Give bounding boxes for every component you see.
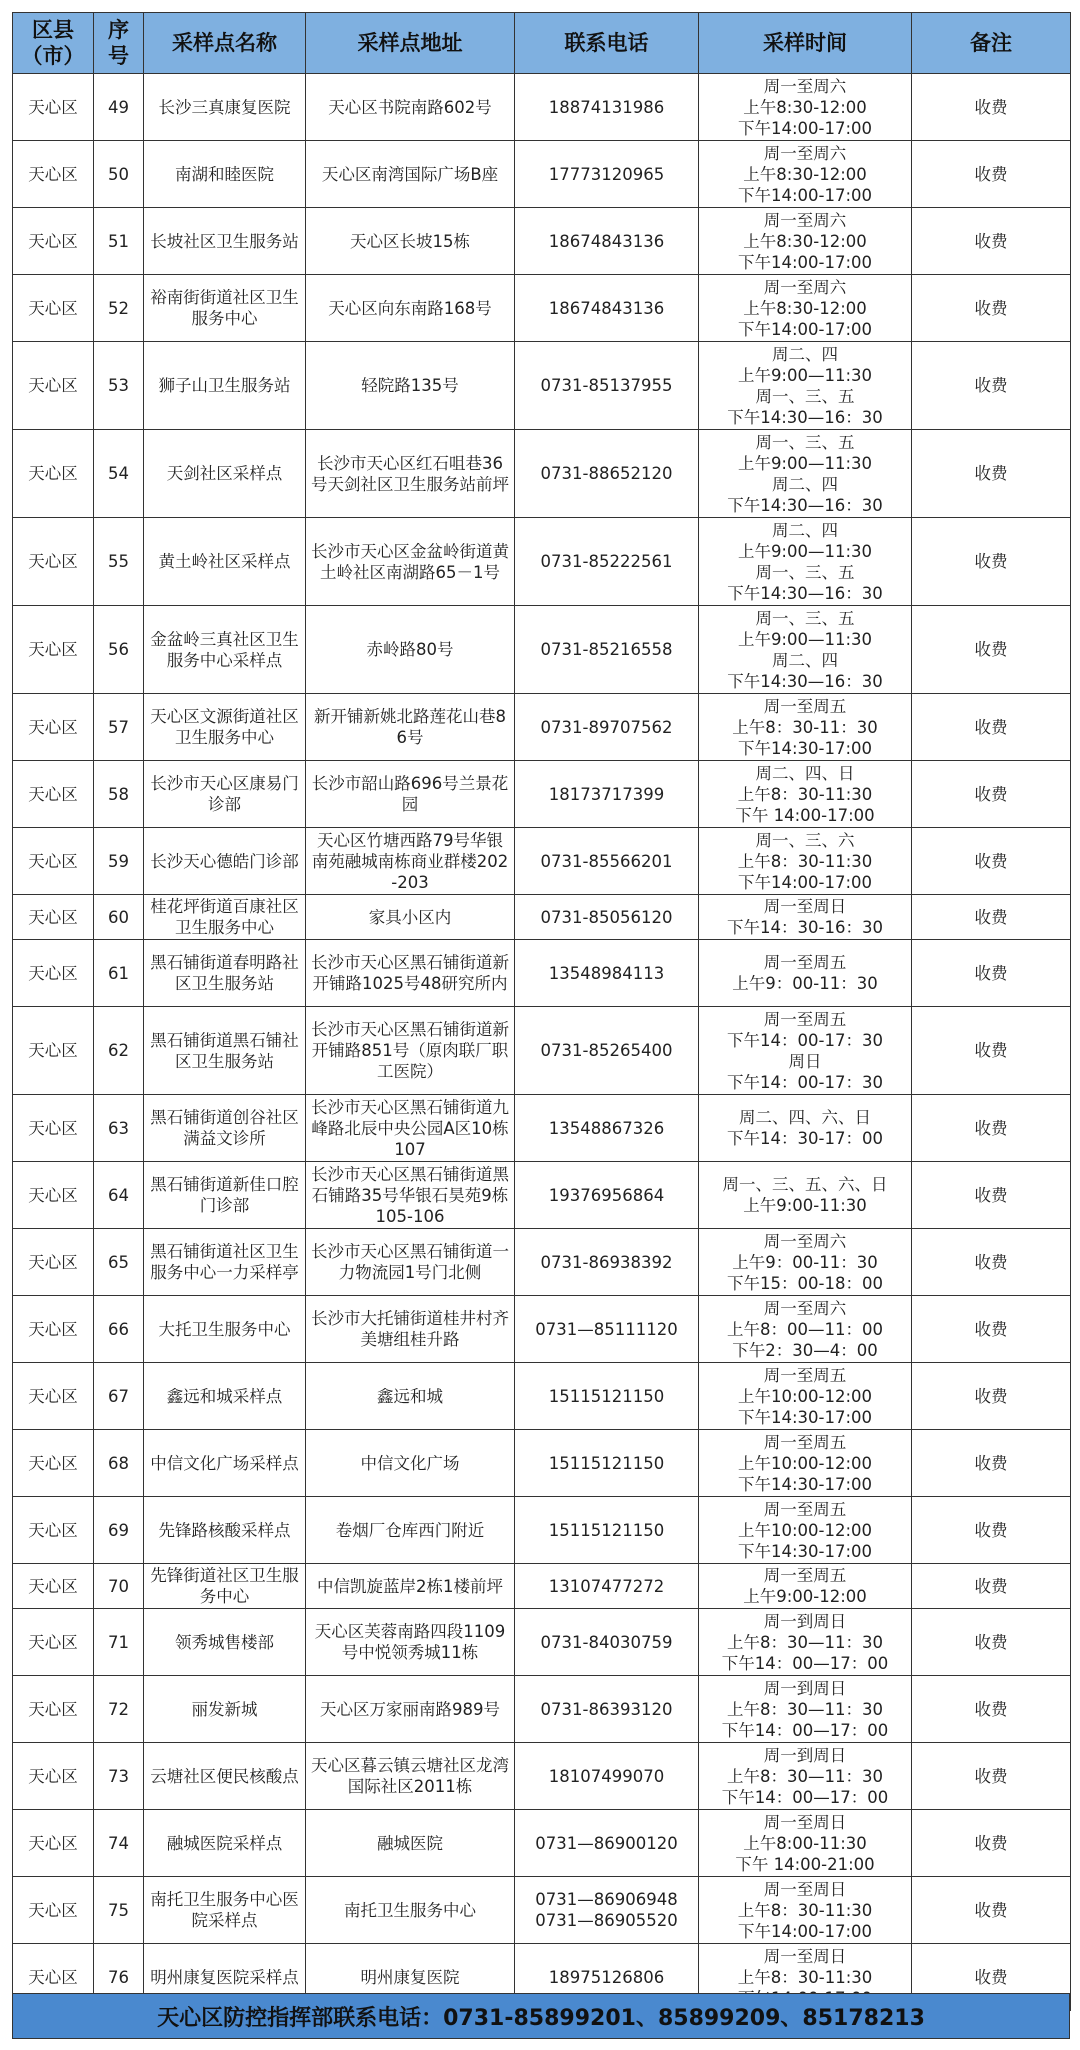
- table-row: [13, 1676, 1071, 1743]
- cell-note: 收费: [912, 1877, 1071, 1944]
- cell-name: 长沙市天心区康易门诊部: [144, 761, 306, 828]
- table-row: [13, 1877, 1071, 1944]
- cell-no: 67: [94, 1363, 144, 1430]
- cell-note: 收费: [912, 1296, 1071, 1363]
- table-row: [13, 940, 1071, 1007]
- cell-name: 大托卫生服务中心: [144, 1296, 306, 1363]
- cell-address: 中信凯旋蓝岸2栋1楼前坪: [306, 1564, 515, 1609]
- cell-district: 天心区: [13, 342, 94, 430]
- cell-no: 65: [94, 1229, 144, 1296]
- cell-note: 收费: [912, 1430, 1071, 1497]
- cell-name: 丽发新城: [144, 1676, 306, 1743]
- cell-district: 天心区: [13, 828, 94, 895]
- table-row: [13, 1296, 1071, 1363]
- cell-note: 收费: [912, 1229, 1071, 1296]
- cell-note: 收费: [912, 141, 1071, 208]
- cell-phone: 13548984113: [515, 940, 699, 1007]
- cell-phone: 18975126806: [515, 1944, 699, 2011]
- cell-time: 周一至周六 上午8:30-12:00 下午14:00-17:00: [699, 275, 912, 342]
- cell-no: 75: [94, 1877, 144, 1944]
- cell-time: 周一至周日 下午14：30-16：30: [699, 895, 912, 940]
- table-row: [13, 1497, 1071, 1564]
- cell-no: 70: [94, 1564, 144, 1609]
- cell-address: 天心区芙蓉南路四段1109号中悦领秀城11栋: [306, 1609, 515, 1676]
- cell-district: 天心区: [13, 1296, 94, 1363]
- cell-name: 天剑社区采样点: [144, 430, 306, 518]
- cell-time: 周一、三、五 上午9:00—11:30 周二、四 下午14:30—16：30: [699, 606, 912, 694]
- table-row: [13, 74, 1071, 141]
- cell-address: 长沙市天心区黑石铺街道新开铺路851号（原肉联厂职工医院）: [306, 1007, 515, 1095]
- cell-time: 周二、四 上午9:00—11:30 周一、三、五 下午14:30—16：30: [699, 518, 912, 606]
- cell-no: 68: [94, 1430, 144, 1497]
- cell-phone: 13548867326: [515, 1095, 699, 1162]
- cell-time: 周一至周五 上午8：30-11：30 下午14:30-17:00: [699, 694, 912, 761]
- cell-note: 收费: [912, 895, 1071, 940]
- cell-no: 49: [94, 74, 144, 141]
- table-row: [13, 1564, 1071, 1609]
- table-row: [13, 275, 1071, 342]
- cell-phone: 19376956864: [515, 1162, 699, 1229]
- cell-time: 周一、三、五、六、日 上午9:00-11:30: [699, 1162, 912, 1229]
- cell-address: 赤岭路80号: [306, 606, 515, 694]
- cell-time: 周二、四、六、日 下午14：30-17：00: [699, 1095, 912, 1162]
- cell-address: 天心区暮云镇云塘社区龙湾国际社区2011栋: [306, 1743, 515, 1810]
- cell-no: 61: [94, 940, 144, 1007]
- table-row: [13, 1743, 1071, 1810]
- cell-note: 收费: [912, 430, 1071, 518]
- cell-no: 72: [94, 1676, 144, 1743]
- cell-address: 天心区书院南路602号: [306, 74, 515, 141]
- cell-time: 周二、四、日 上午8：30-11:30 下午 14:00-17:00: [699, 761, 912, 828]
- cell-address: 轻院路135号: [306, 342, 515, 430]
- cell-name: 领秀城售楼部: [144, 1609, 306, 1676]
- cell-phone: 0731-85137955: [515, 342, 699, 430]
- cell-note: 收费: [912, 275, 1071, 342]
- cell-note: 收费: [912, 1810, 1071, 1877]
- cell-no: 52: [94, 275, 144, 342]
- cell-note: 收费: [912, 1095, 1071, 1162]
- cell-no: 59: [94, 828, 144, 895]
- cell-name: 长坡社区卫生服务站: [144, 208, 306, 275]
- cell-district: 天心区: [13, 208, 94, 275]
- cell-address: 长沙市天心区黑石铺街道黑石铺路35号华银石昊苑9栋105-106: [306, 1162, 515, 1229]
- table-row: [13, 208, 1071, 275]
- table-row: [13, 606, 1071, 694]
- cell-district: 天心区: [13, 1877, 94, 1944]
- cell-name: 中信文化广场采样点: [144, 1430, 306, 1497]
- cell-phone: 0731-85056120: [515, 895, 699, 940]
- cell-name: 先锋路核酸采样点: [144, 1497, 306, 1564]
- cell-phone: 0731-89707562: [515, 694, 699, 761]
- cell-district: 天心区: [13, 1810, 94, 1877]
- cell-name: 鑫远和城采样点: [144, 1363, 306, 1430]
- cell-district: 天心区: [13, 518, 94, 606]
- cell-address: 天心区南湾国际广场B座: [306, 141, 515, 208]
- cell-no: 69: [94, 1497, 144, 1564]
- cell-district: 天心区: [13, 1743, 94, 1810]
- cell-name: 金盆岭三真社区卫生服务中心采样点: [144, 606, 306, 694]
- cell-time: 周一到周日 上午8：30—11：30 下午14：00—17：00: [699, 1743, 912, 1810]
- cell-no: 55: [94, 518, 144, 606]
- table-row: [13, 1095, 1071, 1162]
- cell-district: 天心区: [13, 895, 94, 940]
- cell-address: 明州康复医院: [306, 1944, 515, 2011]
- cell-name: 长沙天心德皓门诊部: [144, 828, 306, 895]
- cell-note: 收费: [912, 342, 1071, 430]
- cell-district: 天心区: [13, 694, 94, 761]
- cell-address: 天心区竹塘西路79号华银南苑融城南栋商业群楼202-203: [306, 828, 515, 895]
- cell-name: 先锋街道社区卫生服务中心: [144, 1564, 306, 1609]
- cell-no: 71: [94, 1609, 144, 1676]
- cell-note: 收费: [912, 761, 1071, 828]
- table-row: [13, 518, 1071, 606]
- cell-no: 76: [94, 1944, 144, 2011]
- cell-note: 收费: [912, 1363, 1071, 1430]
- cell-address: 天心区万家丽南路989号: [306, 1676, 515, 1743]
- cell-note: 收费: [912, 208, 1071, 275]
- cell-no: 58: [94, 761, 144, 828]
- cell-district: 天心区: [13, 1095, 94, 1162]
- cell-note: 收费: [912, 1609, 1071, 1676]
- cell-note: 收费: [912, 1743, 1071, 1810]
- cell-address: 家具小区内: [306, 895, 515, 940]
- cell-time: 周一至周五 上午10:00-12:00 下午14:30-17:00: [699, 1430, 912, 1497]
- header-address: 采样点地址: [306, 13, 515, 74]
- table-row: [13, 342, 1071, 430]
- cell-note: 收费: [912, 940, 1071, 1007]
- cell-time: 周一至周六 上午8：00—11：00 下午2：30—4：00: [699, 1296, 912, 1363]
- cell-phone: 0731-84030759: [515, 1609, 699, 1676]
- table-row: [13, 694, 1071, 761]
- cell-address: 天心区长坡15栋: [306, 208, 515, 275]
- table-row: [13, 1162, 1071, 1229]
- cell-name: 黑石铺街道黑石铺社区卫生服务站: [144, 1007, 306, 1095]
- cell-address: 鑫远和城: [306, 1363, 515, 1430]
- cell-phone: 0731—86906948 0731—86905520: [515, 1877, 699, 1944]
- table-row: [13, 1007, 1071, 1095]
- cell-note: 收费: [912, 1564, 1071, 1609]
- cell-name: 黄土岭社区采样点: [144, 518, 306, 606]
- cell-no: 54: [94, 430, 144, 518]
- cell-name: 桂花坪街道百康社区卫生服务中心: [144, 895, 306, 940]
- cell-no: 56: [94, 606, 144, 694]
- table-row: [13, 1430, 1071, 1497]
- cell-name: 黑石铺街道新佳口腔门诊部: [144, 1162, 306, 1229]
- cell-address: 长沙市天心区黑石铺街道九峰路北辰中央公园A区10栋107: [306, 1095, 515, 1162]
- table-header-row: [13, 13, 1071, 74]
- cell-district: 天心区: [13, 1944, 94, 2011]
- cell-phone: 18674843136: [515, 275, 699, 342]
- cell-phone: 15115121150: [515, 1363, 699, 1430]
- cell-phone: 0731-85216558: [515, 606, 699, 694]
- table-row: [13, 761, 1071, 828]
- cell-time: 周一至周五 下午14：00-17：30 周日 下午14：00-17：30: [699, 1007, 912, 1095]
- cell-time: 周一至周五 上午9:00-12:00: [699, 1564, 912, 1609]
- cell-name: 南托卫生服务中心医院采样点: [144, 1877, 306, 1944]
- cell-time: 周一至周六 上午8:30-12:00 下午14:00-17:00: [699, 208, 912, 275]
- cell-time: 周二、四 上午9:00—11:30 周一、三、五 下午14:30—16：30: [699, 342, 912, 430]
- cell-note: 收费: [912, 1007, 1071, 1095]
- cell-name: 融城医院采样点: [144, 1810, 306, 1877]
- cell-time: 周一至周六 上午8:30-12:00 下午14:00-17:00: [699, 141, 912, 208]
- cell-phone: 0731-86938392: [515, 1229, 699, 1296]
- cell-phone: 0731-88652120: [515, 430, 699, 518]
- cell-no: 50: [94, 141, 144, 208]
- cell-address: 天心区向东南路168号: [306, 275, 515, 342]
- cell-address: 融城医院: [306, 1810, 515, 1877]
- cell-address: 卷烟厂仓库西门附近: [306, 1497, 515, 1564]
- cell-no: 74: [94, 1810, 144, 1877]
- cell-name: 狮子山卫生服务站: [144, 342, 306, 430]
- cell-address: 中信文化广场: [306, 1430, 515, 1497]
- table-row: [13, 430, 1071, 518]
- cell-address: 长沙市大托铺街道桂井村齐美塘组桂升路: [306, 1296, 515, 1363]
- cell-time: 周一至周日 上午8：30-11:30 下午14:00-17:00: [699, 1877, 912, 1944]
- header-phone: 联系电话: [515, 13, 699, 74]
- table-row: [13, 1810, 1071, 1877]
- cell-phone: 0731—86900120: [515, 1810, 699, 1877]
- cell-address: 长沙市天心区金盆岭街道黄土岭社区南湖路65－1号: [306, 518, 515, 606]
- cell-note: 收费: [912, 518, 1071, 606]
- table-row: [13, 1229, 1071, 1296]
- header-note: 备注: [912, 13, 1071, 74]
- cell-address: 南托卫生服务中心: [306, 1877, 515, 1944]
- cell-district: 天心区: [13, 1676, 94, 1743]
- cell-time: 周一至周六 上午9：00-11：30 下午15：00-18：00: [699, 1229, 912, 1296]
- cell-time: 周一至周六 上午8:30-12:00 下午14:00-17:00: [699, 74, 912, 141]
- table-row: [13, 1363, 1071, 1430]
- cell-time: 周一到周日 上午8：30—11：30 下午14：00—17：00: [699, 1676, 912, 1743]
- cell-phone: 18173717399: [515, 761, 699, 828]
- header-time: 采样时间: [699, 13, 912, 74]
- cell-name: 云塘社区便民核酸点: [144, 1743, 306, 1810]
- cell-district: 天心区: [13, 275, 94, 342]
- cell-note: 收费: [912, 1676, 1071, 1743]
- cell-district: 天心区: [13, 1609, 94, 1676]
- table-body: [13, 74, 1071, 2011]
- cell-address: 长沙市韶山路696号兰景花园: [306, 761, 515, 828]
- cell-phone: 0731-85222561: [515, 518, 699, 606]
- cell-district: 天心区: [13, 1229, 94, 1296]
- cell-district: 天心区: [13, 761, 94, 828]
- cell-address: 长沙市天心区黑石铺街道一力物流园1号门北侧: [306, 1229, 515, 1296]
- cell-district: 天心区: [13, 1363, 94, 1430]
- cell-note: 收费: [912, 1944, 1071, 2011]
- cell-name: 裕南街街道社区卫生服务中心: [144, 275, 306, 342]
- cell-phone: 0731-85265400: [515, 1007, 699, 1095]
- cell-time: 周一至周日 上午8：30-11:30: [699, 1944, 912, 2011]
- cell-time: 周一至周五 上午10:00-12:00 下午14:30-17:00: [699, 1363, 912, 1430]
- cell-district: 天心区: [13, 430, 94, 518]
- header-no: 序号: [94, 13, 144, 74]
- cell-district: 天心区: [13, 940, 94, 1007]
- cell-note: 收费: [912, 74, 1071, 141]
- cell-note: 收费: [912, 606, 1071, 694]
- cell-address: 新开铺新姚北路莲花山巷86号: [306, 694, 515, 761]
- header-name: 采样点名称: [144, 13, 306, 74]
- cell-time: 周一至周日 上午8:00-11:30 下午 14:00-21:00: [699, 1810, 912, 1877]
- table-row: [13, 141, 1071, 208]
- cell-district: 天心区: [13, 1564, 94, 1609]
- cell-address: 长沙市天心区红石咀巷36号天剑社区卫生服务站前坪: [306, 430, 515, 518]
- cell-no: 51: [94, 208, 144, 275]
- cell-phone: 0731—85111120: [515, 1296, 699, 1363]
- cell-time: 周一到周日 上午8：30—11：30 下午14：00—17：00: [699, 1609, 912, 1676]
- table-row: [13, 828, 1071, 895]
- header-district: 区县（市）: [13, 13, 94, 74]
- table-row: [13, 895, 1071, 940]
- cell-address: 长沙市天心区黑石铺街道新开铺路1025号48研究所内: [306, 940, 515, 1007]
- cell-no: 73: [94, 1743, 144, 1810]
- cell-time: 周一、三、六 上午8：30-11:30 下午14:00-17:00: [699, 828, 912, 895]
- sampling-points-table: [12, 12, 1071, 2011]
- cell-district: 天心区: [13, 1007, 94, 1095]
- cell-phone: 18874131986: [515, 74, 699, 141]
- cell-no: 66: [94, 1296, 144, 1363]
- cell-name: 黑石铺街道春明路社区卫生服务站: [144, 940, 306, 1007]
- cell-name: 天心区文源街道社区卫生服务中心: [144, 694, 306, 761]
- cell-phone: 15115121150: [515, 1497, 699, 1564]
- cell-phone: 15115121150: [515, 1430, 699, 1497]
- cell-name: 黑石铺街道社区卫生服务中心一力采样亭: [144, 1229, 306, 1296]
- cell-no: 63: [94, 1095, 144, 1162]
- sampling-points-sheet: [12, 12, 1070, 2011]
- cell-district: 天心区: [13, 606, 94, 694]
- cell-district: 天心区: [13, 74, 94, 141]
- cell-time: 周一至周五 上午10:00-12:00 下午14:30-17:00: [699, 1497, 912, 1564]
- cell-note: 收费: [912, 1162, 1071, 1229]
- cell-name: 明州康复医院采样点: [144, 1944, 306, 2011]
- cell-phone: 13107477272: [515, 1564, 699, 1609]
- cell-note: 收费: [912, 828, 1071, 895]
- cell-note: 收费: [912, 1497, 1071, 1564]
- cell-no: 57: [94, 694, 144, 761]
- cell-no: 64: [94, 1162, 144, 1229]
- cell-district: 天心区: [13, 1497, 94, 1564]
- cell-name: 南湖和睦医院: [144, 141, 306, 208]
- cell-phone: 0731-85566201: [515, 828, 699, 895]
- cell-phone: 18107499070: [515, 1743, 699, 1810]
- cell-no: 62: [94, 1007, 144, 1095]
- cell-time: 周一至周五 上午9：00-11：30: [699, 940, 912, 1007]
- cell-no: 53: [94, 342, 144, 430]
- cell-district: 天心区: [13, 1162, 94, 1229]
- table-row: [13, 1609, 1071, 1676]
- cell-district: 天心区: [13, 1430, 94, 1497]
- cell-phone: 0731-86393120: [515, 1676, 699, 1743]
- cell-district: 天心区: [13, 141, 94, 208]
- cell-name: 黑石铺街道创谷社区满益文诊所: [144, 1095, 306, 1162]
- cell-phone: 18674843136: [515, 208, 699, 275]
- hotline-footer: 天心区防控指挥部联系电话：0731-85899201、85899209、85178213: [12, 1993, 1070, 2039]
- cell-note: 收费: [912, 694, 1071, 761]
- cell-name: 长沙三真康复医院: [144, 74, 306, 141]
- cell-phone: 17773120965: [515, 141, 699, 208]
- cell-no: 60: [94, 895, 144, 940]
- cell-time: 周一、三、五 上午9:00—11:30 周二、四 下午14:30—16：30: [699, 430, 912, 518]
